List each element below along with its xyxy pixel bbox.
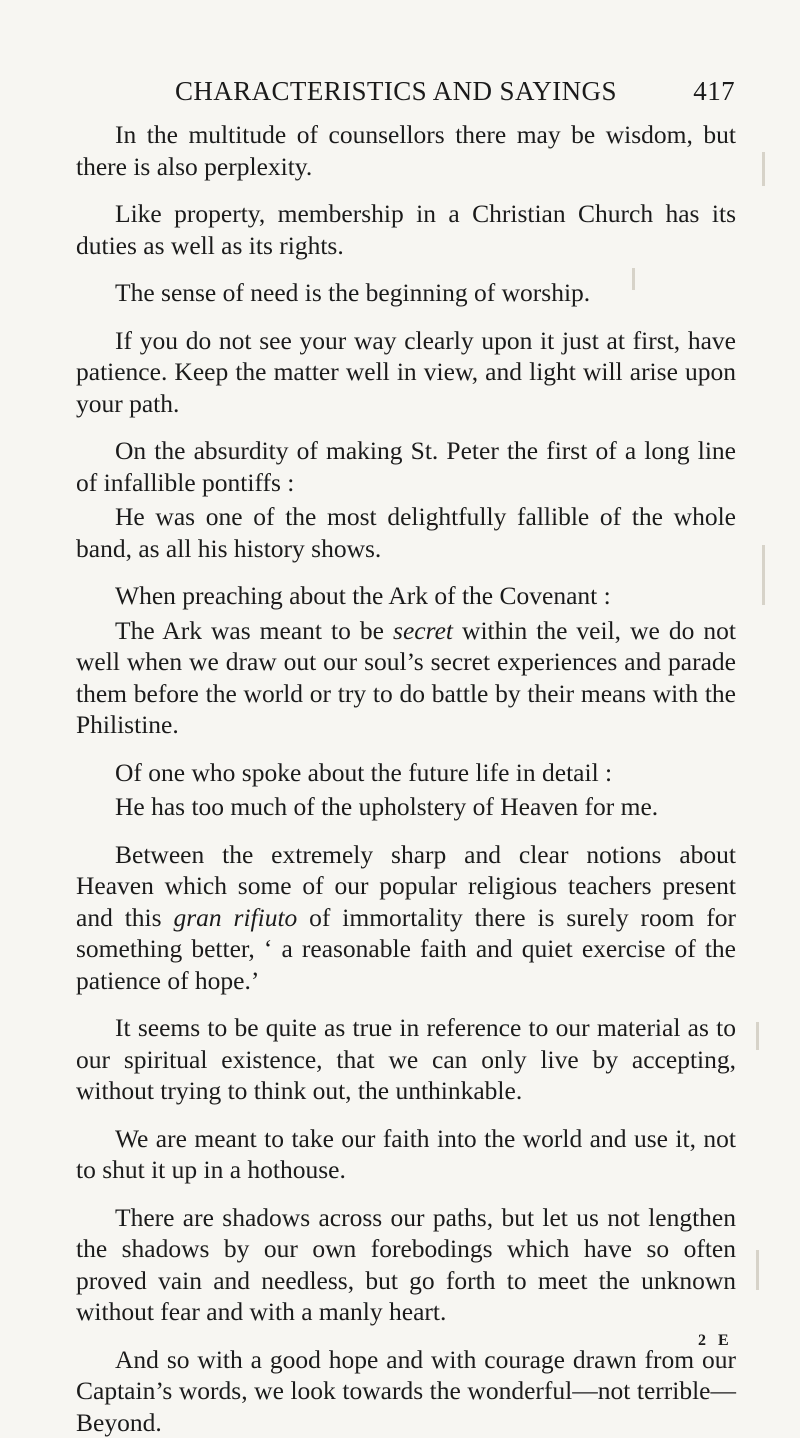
text-run: within the veil, we do not well when we draw out our soul’s secret experiences and parade them before the world or try to do battle by their means with the Philistine. [76, 616, 736, 740]
paragraph: On the absurdity of making St. Peter the first of a long line of infallible pontiffs : [76, 435, 736, 498]
paragraph: Of one who spoke about the future life in detail : [76, 757, 736, 789]
paragraph [76, 615, 736, 741]
page-number: 417 [693, 76, 735, 107]
paragraph: When preaching about the Ark of the Covenant : [76, 580, 736, 612]
emphasis: gran rifiuto [173, 903, 297, 932]
page-body [76, 119, 736, 1438]
paragraph: The sense of need is the beginning of worship. [76, 277, 736, 309]
scan-artifact [756, 1022, 759, 1050]
text-run: of immortality there is surely room for something better, ‘ a reasonable faith and quiet exercise of the patience of hope.’ [76, 903, 736, 995]
text-run: Between the extremely sharp and clear notions about Heaven which some of our popular religious teachers present and this [76, 840, 736, 932]
scan-artifact [632, 268, 635, 290]
scan-artifact [756, 1250, 759, 1290]
paragraph: He was one of the most delightfully fallible of the whole band, as all his history shows. [76, 501, 736, 564]
paragraph: If you do not see your way clearly upon it just at first, have patience. Keep the matter well in view, and light will arise upon your path. [76, 325, 736, 420]
paragraph: Like property, membership in a Christian Church has its duties as well as its rights. [76, 198, 736, 261]
scan-artifact [762, 545, 765, 605]
paragraph: It seems to be quite as true in reference to our material as to our spiritual existence, that we can only live by accepting, without trying to think out, the unthinkable. [76, 1012, 736, 1107]
signature-mark: 2 E [698, 1332, 733, 1350]
running-title: CHARACTERISTICS AND SAYINGS [175, 76, 617, 107]
paragraph: And so with a good hope and with courage drawn from our Captain’s words, we look towards the wonderful—not terrible—Beyond. [76, 1344, 736, 1438]
text-run: The Ark was meant to be [115, 616, 393, 645]
paragraph: There are shadows across our paths, but let us not lengthen the shadows by our own forebodings which have so often proved vain and needless, but go forth to meet the unknown without fear and with a manly heart. [76, 1202, 736, 1328]
paragraph: In the multitude of counsellors there may be wisdom, but there is also perplexity. [76, 119, 736, 182]
emphasis: secret [393, 616, 453, 645]
paragraph: He has too much of the upholstery of Heaven for me. [76, 791, 736, 823]
paragraph: We are meant to take our faith into the world and use it, not to shut it up in a hothouse. [76, 1123, 736, 1186]
paragraph [76, 839, 736, 997]
scan-artifact [762, 152, 765, 186]
